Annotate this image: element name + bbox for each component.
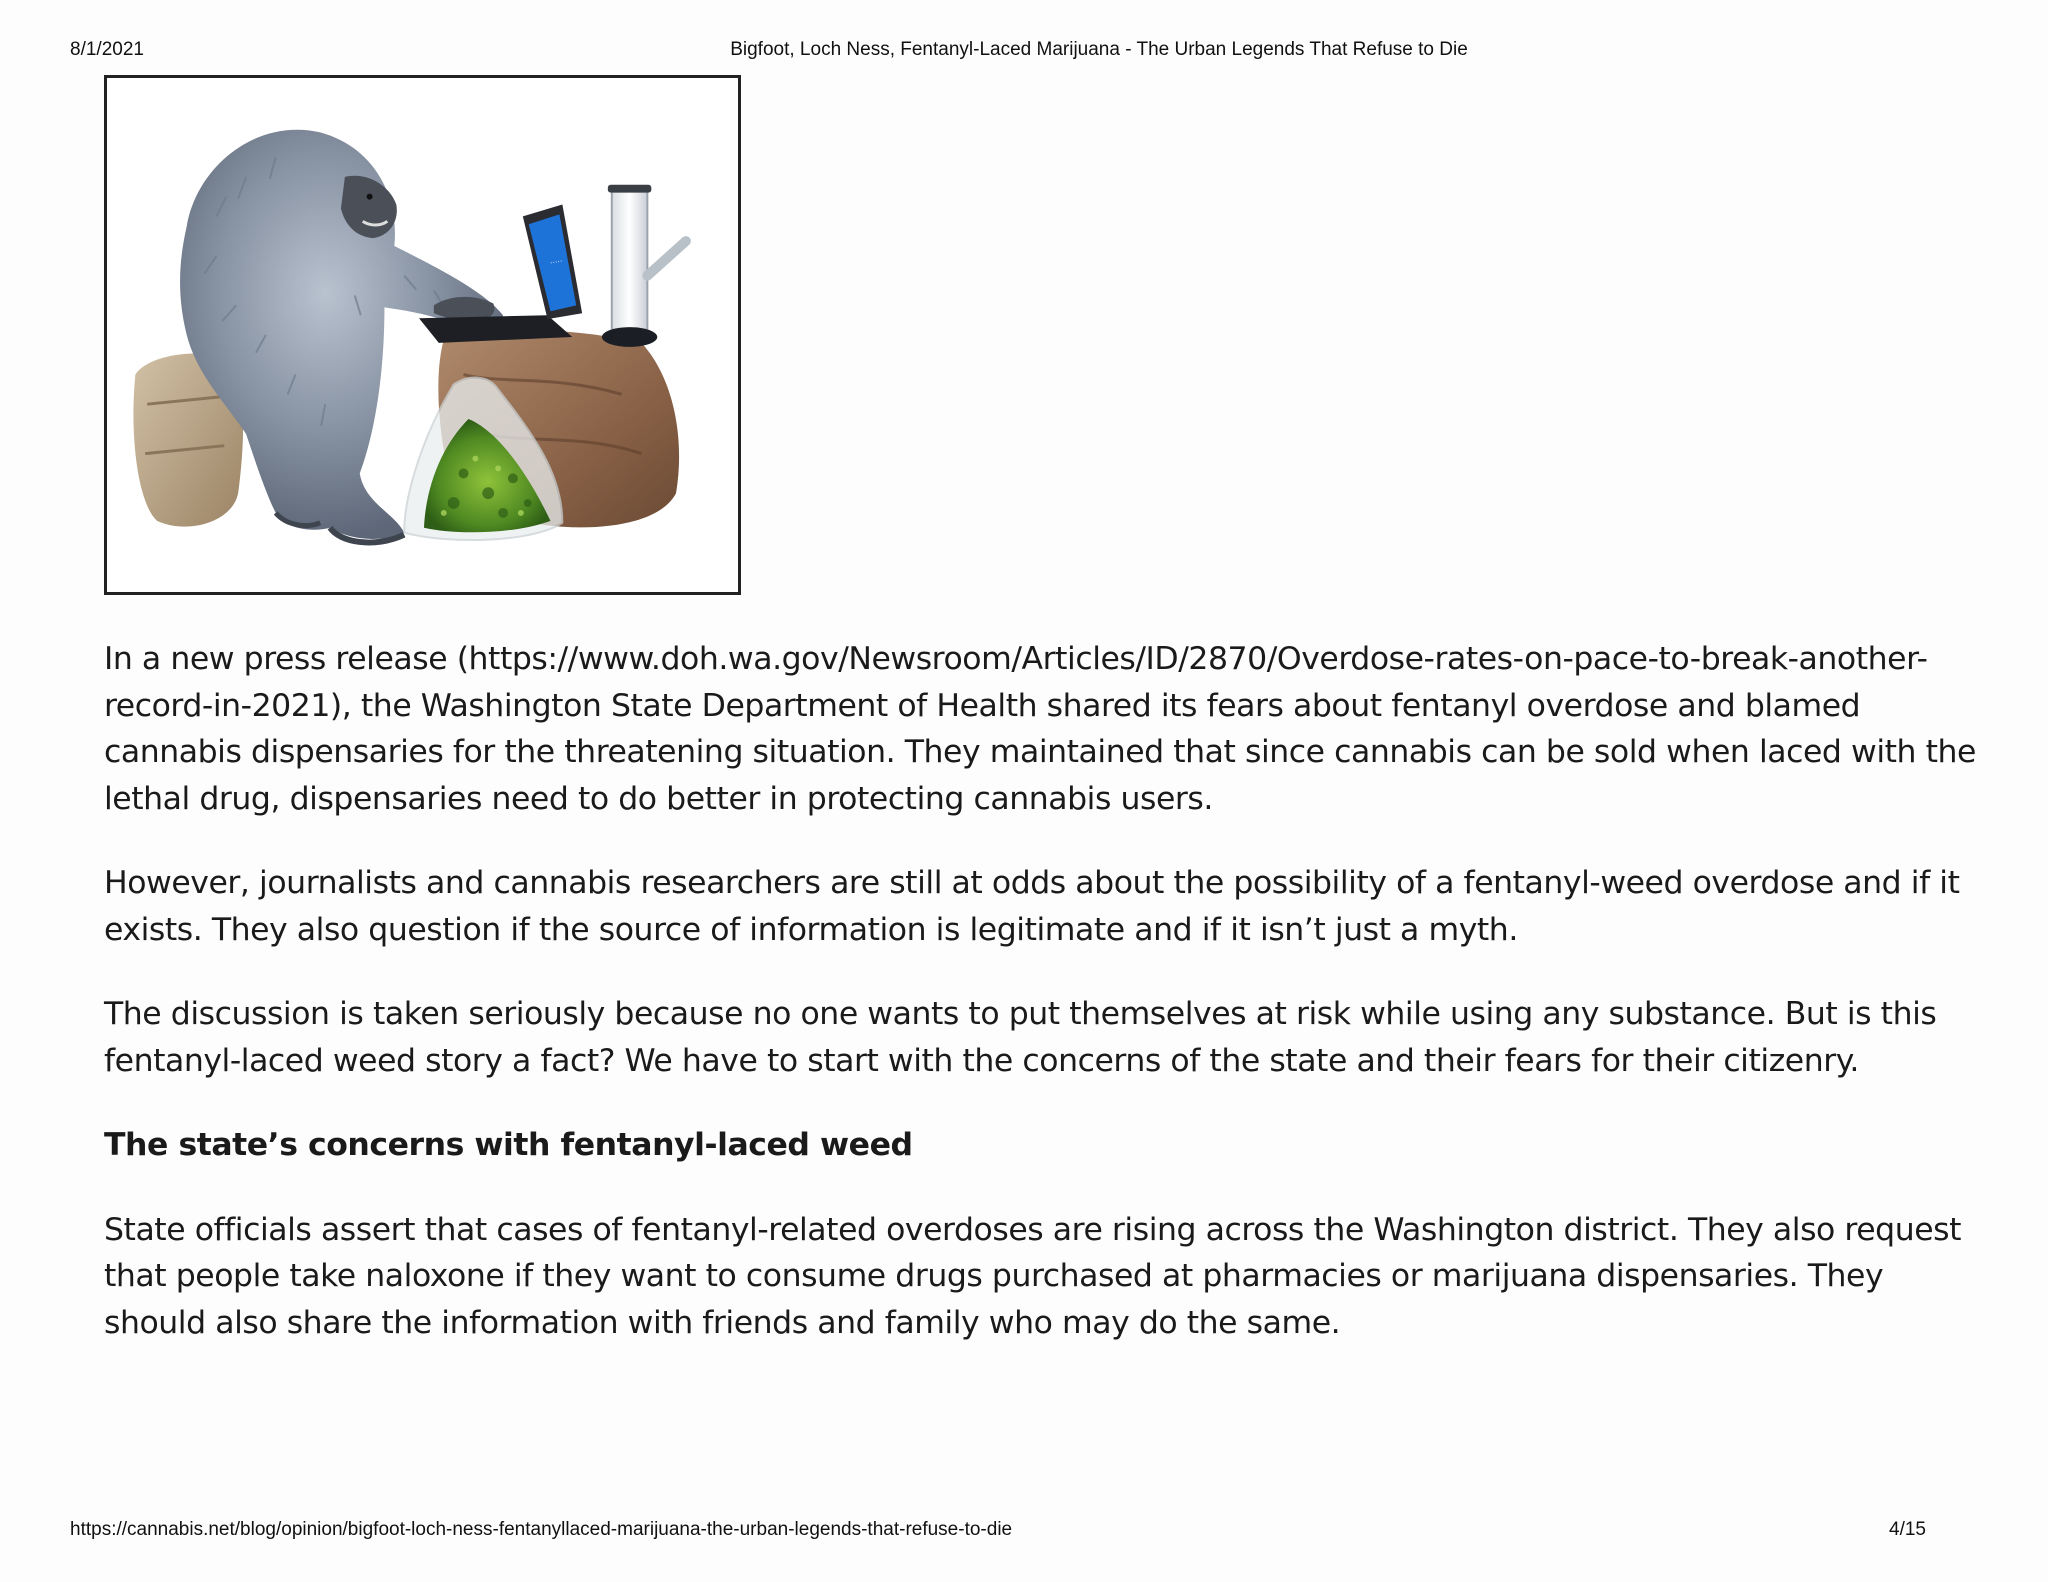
article-paragraph: However, journalists and cannabis researchers are still at odds about the possibility of a fentanyl-weed overdose and if it exists. They also question if the source of information is legitimate and if it isn’t just a myth. bbox=[104, 865, 1960, 948]
print-footer bbox=[70, 1519, 1978, 1543]
section-heading: The state’s concerns with fentanyl-laced weed bbox=[104, 1127, 913, 1163]
page-number: 4/15 bbox=[1889, 1519, 1926, 1540]
print-header bbox=[70, 39, 1978, 63]
article-paragraph: The discussion is taken seriously because no one wants to put themselves at risk while using any substance. But is this fentanyl-laced weed story a fact? We have to start with the concerns of the state and their fears for their citizenry. bbox=[104, 996, 1937, 1079]
article-image bbox=[104, 75, 741, 595]
article-paragraph: In a new press release (https://www.doh.wa.gov/Newsroom/Articles/ID/2870/Overdose-rates-on-pace-to-break-another-record-in-2021), the Washington State Department of Health shared its fears about fentanyl overdose and blamed cannabis dispensaries for the threatening situation. They maintained that since cannabis can be sold when laced with the lethal drug, dispensaries need to do better in protecting cannabis users. bbox=[104, 641, 1976, 817]
svg-text:·····: ····· bbox=[549, 256, 564, 268]
print-date: 8/1/2021 bbox=[70, 39, 144, 60]
article-paragraph: State officials assert that cases of fentanyl-related overdoses are rising across the Washington district. They also request that people take naloxone if they want to consume drugs purchased at pharmacies or marijuana dispensaries. They should also share the information with friends and family who may do the same. bbox=[104, 1211, 1962, 1341]
article-body bbox=[104, 636, 1984, 1384]
bigfoot-illustration bbox=[107, 78, 738, 592]
print-page-title: Bigfoot, Loch Ness, Fentanyl-Laced Marijuana - The Urban Legends That Refuse to Die bbox=[730, 39, 1468, 60]
print-url: https://cannabis.net/blog/opinion/bigfoot-loch-ness-fentanyllaced-marijuana-the-urban-legends-that-refuse-to-die bbox=[70, 1519, 1013, 1540]
